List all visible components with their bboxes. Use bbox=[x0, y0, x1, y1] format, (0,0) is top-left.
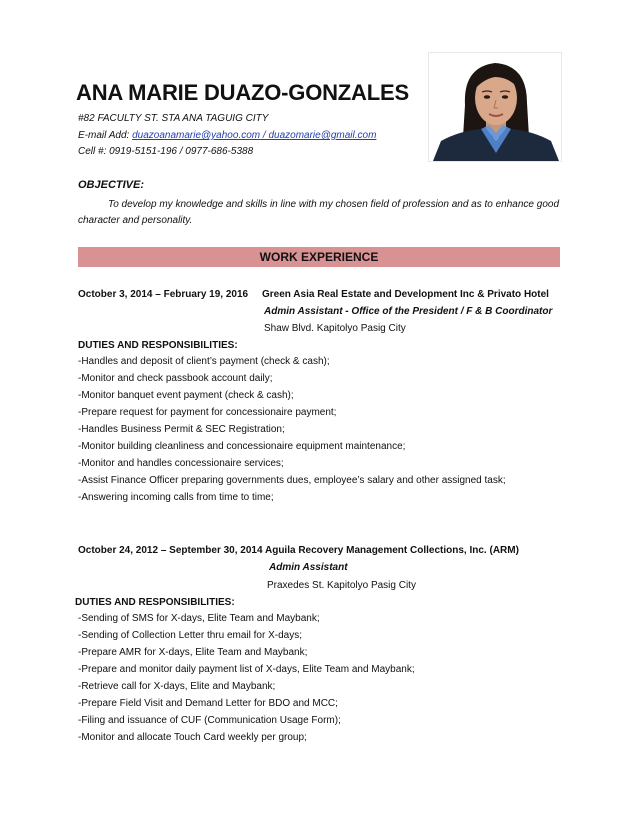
job-1-location: Shaw Blvd. Kapitolyo Pasig City bbox=[264, 323, 406, 334]
job-2-location: Praxedes St. Kapitolyo Pasig City bbox=[267, 580, 416, 591]
duty-item: -Prepare AMR for X-days, Elite Team and Maybank; bbox=[78, 647, 308, 658]
duty-item: -Prepare request for payment for concessionaire payment; bbox=[78, 407, 337, 418]
duty-item: -Prepare and monitor daily payment list of X-days, Elite Team and Maybank; bbox=[78, 664, 415, 675]
duty-item: -Filing and issuance of CUF (Communication Usage Form); bbox=[78, 715, 341, 726]
objective-text: To develop my knowledge and skills in line with my chosen field of profession and as to enhance good character and personality. bbox=[78, 199, 560, 226]
duty-item: -Handles Business Permit & SEC Registration; bbox=[78, 424, 285, 435]
job-2-dates-company bbox=[78, 545, 519, 556]
cell-number: Cell #: 0919-5151-196 / 0977-686-5388 bbox=[78, 146, 254, 157]
duty-item: -Assist Finance Officer preparing governments dues, employee’s salary and other assigned task; bbox=[78, 475, 506, 486]
duty-item: -Sending of Collection Letter thru email for X-days; bbox=[78, 630, 302, 641]
job-1-duties-heading: DUTIES AND RESPONSIBILITIES: bbox=[78, 340, 238, 351]
job-1-position: Admin Assistant - Office of the President / F & B Coordinator bbox=[264, 306, 553, 317]
applicant-name: ANA MARIE DUAZO-GONZALES bbox=[76, 80, 409, 105]
objective-heading: OBJECTIVE: bbox=[78, 179, 145, 191]
duty-item: -Monitor and check passbook account daily; bbox=[78, 373, 273, 384]
job-2-duties-heading: DUTIES AND RESPONSIBILITIES: bbox=[75, 597, 235, 608]
duty-item: -Monitor and allocate Touch Card weekly per group; bbox=[78, 732, 307, 743]
duty-item: -Answering incoming calls from time to time; bbox=[78, 492, 274, 503]
email-separator: / bbox=[260, 130, 269, 141]
duty-item: -Monitor banquet event payment (check & cash); bbox=[78, 390, 294, 401]
duty-item: -Prepare Field Visit and Demand Letter for BDO and MCC; bbox=[78, 698, 338, 709]
job-2-company: Aguila Recovery Management Collections, Inc. (ARM) bbox=[264, 545, 519, 556]
job-1-duties-list bbox=[78, 353, 506, 506]
job-1-dates: October 3, 2014 – February 19, 2016 bbox=[78, 289, 249, 300]
duty-item: -Handles and deposit of client’s payment (check & cash); bbox=[78, 356, 330, 367]
duty-item: -Monitor and handles concessionaire services; bbox=[78, 458, 284, 469]
job-2-position: Admin Assistant bbox=[269, 562, 348, 573]
work-experience-heading: WORK EXPERIENCE bbox=[78, 247, 560, 267]
email-link-gmail[interactable]: duazomarie@gmail.com bbox=[268, 130, 377, 141]
email-link-yahoo[interactable]: duazoanamarie@yahoo.com bbox=[132, 130, 261, 141]
home-address: #82 FACULTY ST. STA ANA TAGUIG CITY bbox=[78, 113, 269, 124]
duty-item: -Retrieve call for X-days, Elite and Maybank; bbox=[78, 681, 276, 692]
job-2-dates: October 24, 2012 – September 30, 2014 bbox=[78, 545, 263, 556]
email-line bbox=[78, 130, 376, 141]
email-label: E-mail Add: bbox=[78, 130, 133, 141]
profile-photo bbox=[428, 52, 562, 162]
job-2-duties-list bbox=[78, 610, 415, 746]
duty-item: -Sending of SMS for X-days, Elite Team and Maybank; bbox=[78, 613, 320, 624]
job-1-company: Green Asia Real Estate and Development Inc & Privato Hotel bbox=[262, 289, 549, 300]
duty-item: -Monitor building cleanliness and concessionaire equipment maintenance; bbox=[78, 441, 406, 452]
